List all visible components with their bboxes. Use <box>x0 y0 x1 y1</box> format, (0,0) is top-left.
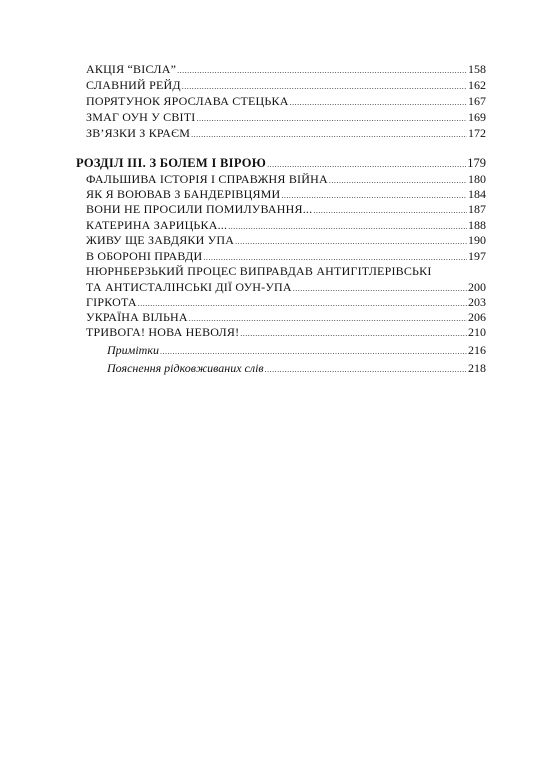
dot-leader <box>240 326 467 341</box>
toc-entry-page: 158 <box>468 62 486 76</box>
toc-entry <box>86 295 486 310</box>
toc-entry <box>86 126 486 141</box>
toc-entry-title: ГІРКОТА <box>86 295 137 309</box>
dot-leader <box>182 79 467 94</box>
dot-leader <box>290 95 467 110</box>
dot-leader <box>189 311 467 326</box>
toc-entry-page: 200 <box>468 280 486 294</box>
dot-leader <box>313 203 467 218</box>
toc-entry <box>86 202 486 217</box>
toc-entry-title: ЗВ’ЯЗКИ З КРАЄМ <box>86 126 191 140</box>
toc-entry <box>86 110 486 125</box>
toc-entry-page: 184 <box>468 187 486 201</box>
toc-entry-title: В ОБОРОНІ ПРАВДИ <box>86 249 203 263</box>
toc-entry-page: 180 <box>468 172 486 186</box>
toc-entry-title: ЖИВУ ЩЕ ЗАВДЯКИ УПА <box>86 233 235 247</box>
toc-entry-page: 206 <box>468 310 486 324</box>
toc-entry-title: ТРИВОГА! НОВА НЕВОЛЯ! <box>86 325 240 339</box>
toc-entry <box>86 62 486 77</box>
toc-entry <box>86 249 486 264</box>
dot-leader <box>196 111 467 126</box>
dot-leader <box>293 281 467 296</box>
toc-entry-page: 169 <box>468 110 486 124</box>
toc-entry-title: АКЦІЯ “ВІСЛА” <box>86 62 177 76</box>
toc-entry-page: 190 <box>468 233 486 247</box>
toc-entry-title: СЛАВНИЙ РЕЙД <box>86 78 181 92</box>
toc-entry <box>86 218 486 233</box>
dot-leader <box>265 362 467 377</box>
toc-entry-title-line2: ТА АНТИСТАЛІНСЬКІ ДІЇ ОУН-УПА <box>86 280 292 294</box>
toc-appendix-page: 218 <box>468 361 486 375</box>
toc-appendix-title: Примітки <box>107 343 159 357</box>
toc-entry-title: УКРАЇНА ВІЛЬНА <box>86 310 188 324</box>
toc-entry-title-line1: НЮРНБЕРЗЬКИЙ ПРОЦЕС ВИПРАВДАВ АНТИГІТЛЕРІВСЬКІ <box>86 264 432 278</box>
toc-entry <box>86 280 486 295</box>
toc-entry-page: 162 <box>468 78 486 92</box>
toc-entry-title: ЗМАГ ОУН У СВІТІ <box>86 110 196 124</box>
dot-leader <box>160 344 467 359</box>
toc-entry-page: 188 <box>468 218 486 232</box>
toc-entry <box>86 187 486 202</box>
toc-entry <box>86 310 486 325</box>
toc-entry-title: КАТЕРИНА ЗАРИЦЬКА... <box>86 218 228 232</box>
toc-entry-page: 197 <box>468 249 486 263</box>
dot-leader <box>191 127 467 142</box>
dot-leader <box>267 157 466 172</box>
dot-leader <box>228 219 467 234</box>
toc-entry <box>86 172 486 187</box>
toc-entry-page: 203 <box>468 295 486 309</box>
toc-entry <box>86 325 486 340</box>
toc-entry-title: ВОНИ НЕ ПРОСИЛИ ПОМИЛУВАННЯ... <box>86 202 313 216</box>
dot-leader <box>138 296 467 311</box>
dot-leader <box>281 188 467 203</box>
dot-leader <box>329 173 467 188</box>
toc-entry-title: ПОРЯТУНОК ЯРОСЛАВА СТЕЦЬКА <box>86 94 289 108</box>
toc-entry-page: 167 <box>468 94 486 108</box>
toc-entry-title: ФАЛЬШИВА ІСТОРІЯ І СПРАВЖНЯ ВІЙНА <box>86 172 328 186</box>
toc-appendix-entry <box>107 343 486 358</box>
toc-section-page: 179 <box>467 156 486 170</box>
dot-leader <box>235 234 467 249</box>
toc-section-heading <box>76 156 486 171</box>
dot-leader <box>177 63 467 78</box>
dot-leader <box>203 250 467 265</box>
toc-entry-page: 210 <box>468 325 486 339</box>
toc-entry <box>86 233 486 248</box>
toc-section-title: РОЗДІЛ ІІІ. З БОЛЕМ І ВІРОЮ <box>76 156 267 170</box>
toc-entry-page: 172 <box>468 126 486 140</box>
toc-appendix-page: 216 <box>468 343 486 357</box>
toc-appendix-entry <box>107 361 486 376</box>
toc-entry-title: ЯК Я ВОЮВАВ З БАНДЕРІВЦЯМИ <box>86 187 281 201</box>
toc-entry <box>86 78 486 93</box>
toc-entry-page: 187 <box>468 202 486 216</box>
toc-appendix-title: Пояснення рідковживаних слів <box>107 361 264 375</box>
toc-entry <box>86 94 486 109</box>
